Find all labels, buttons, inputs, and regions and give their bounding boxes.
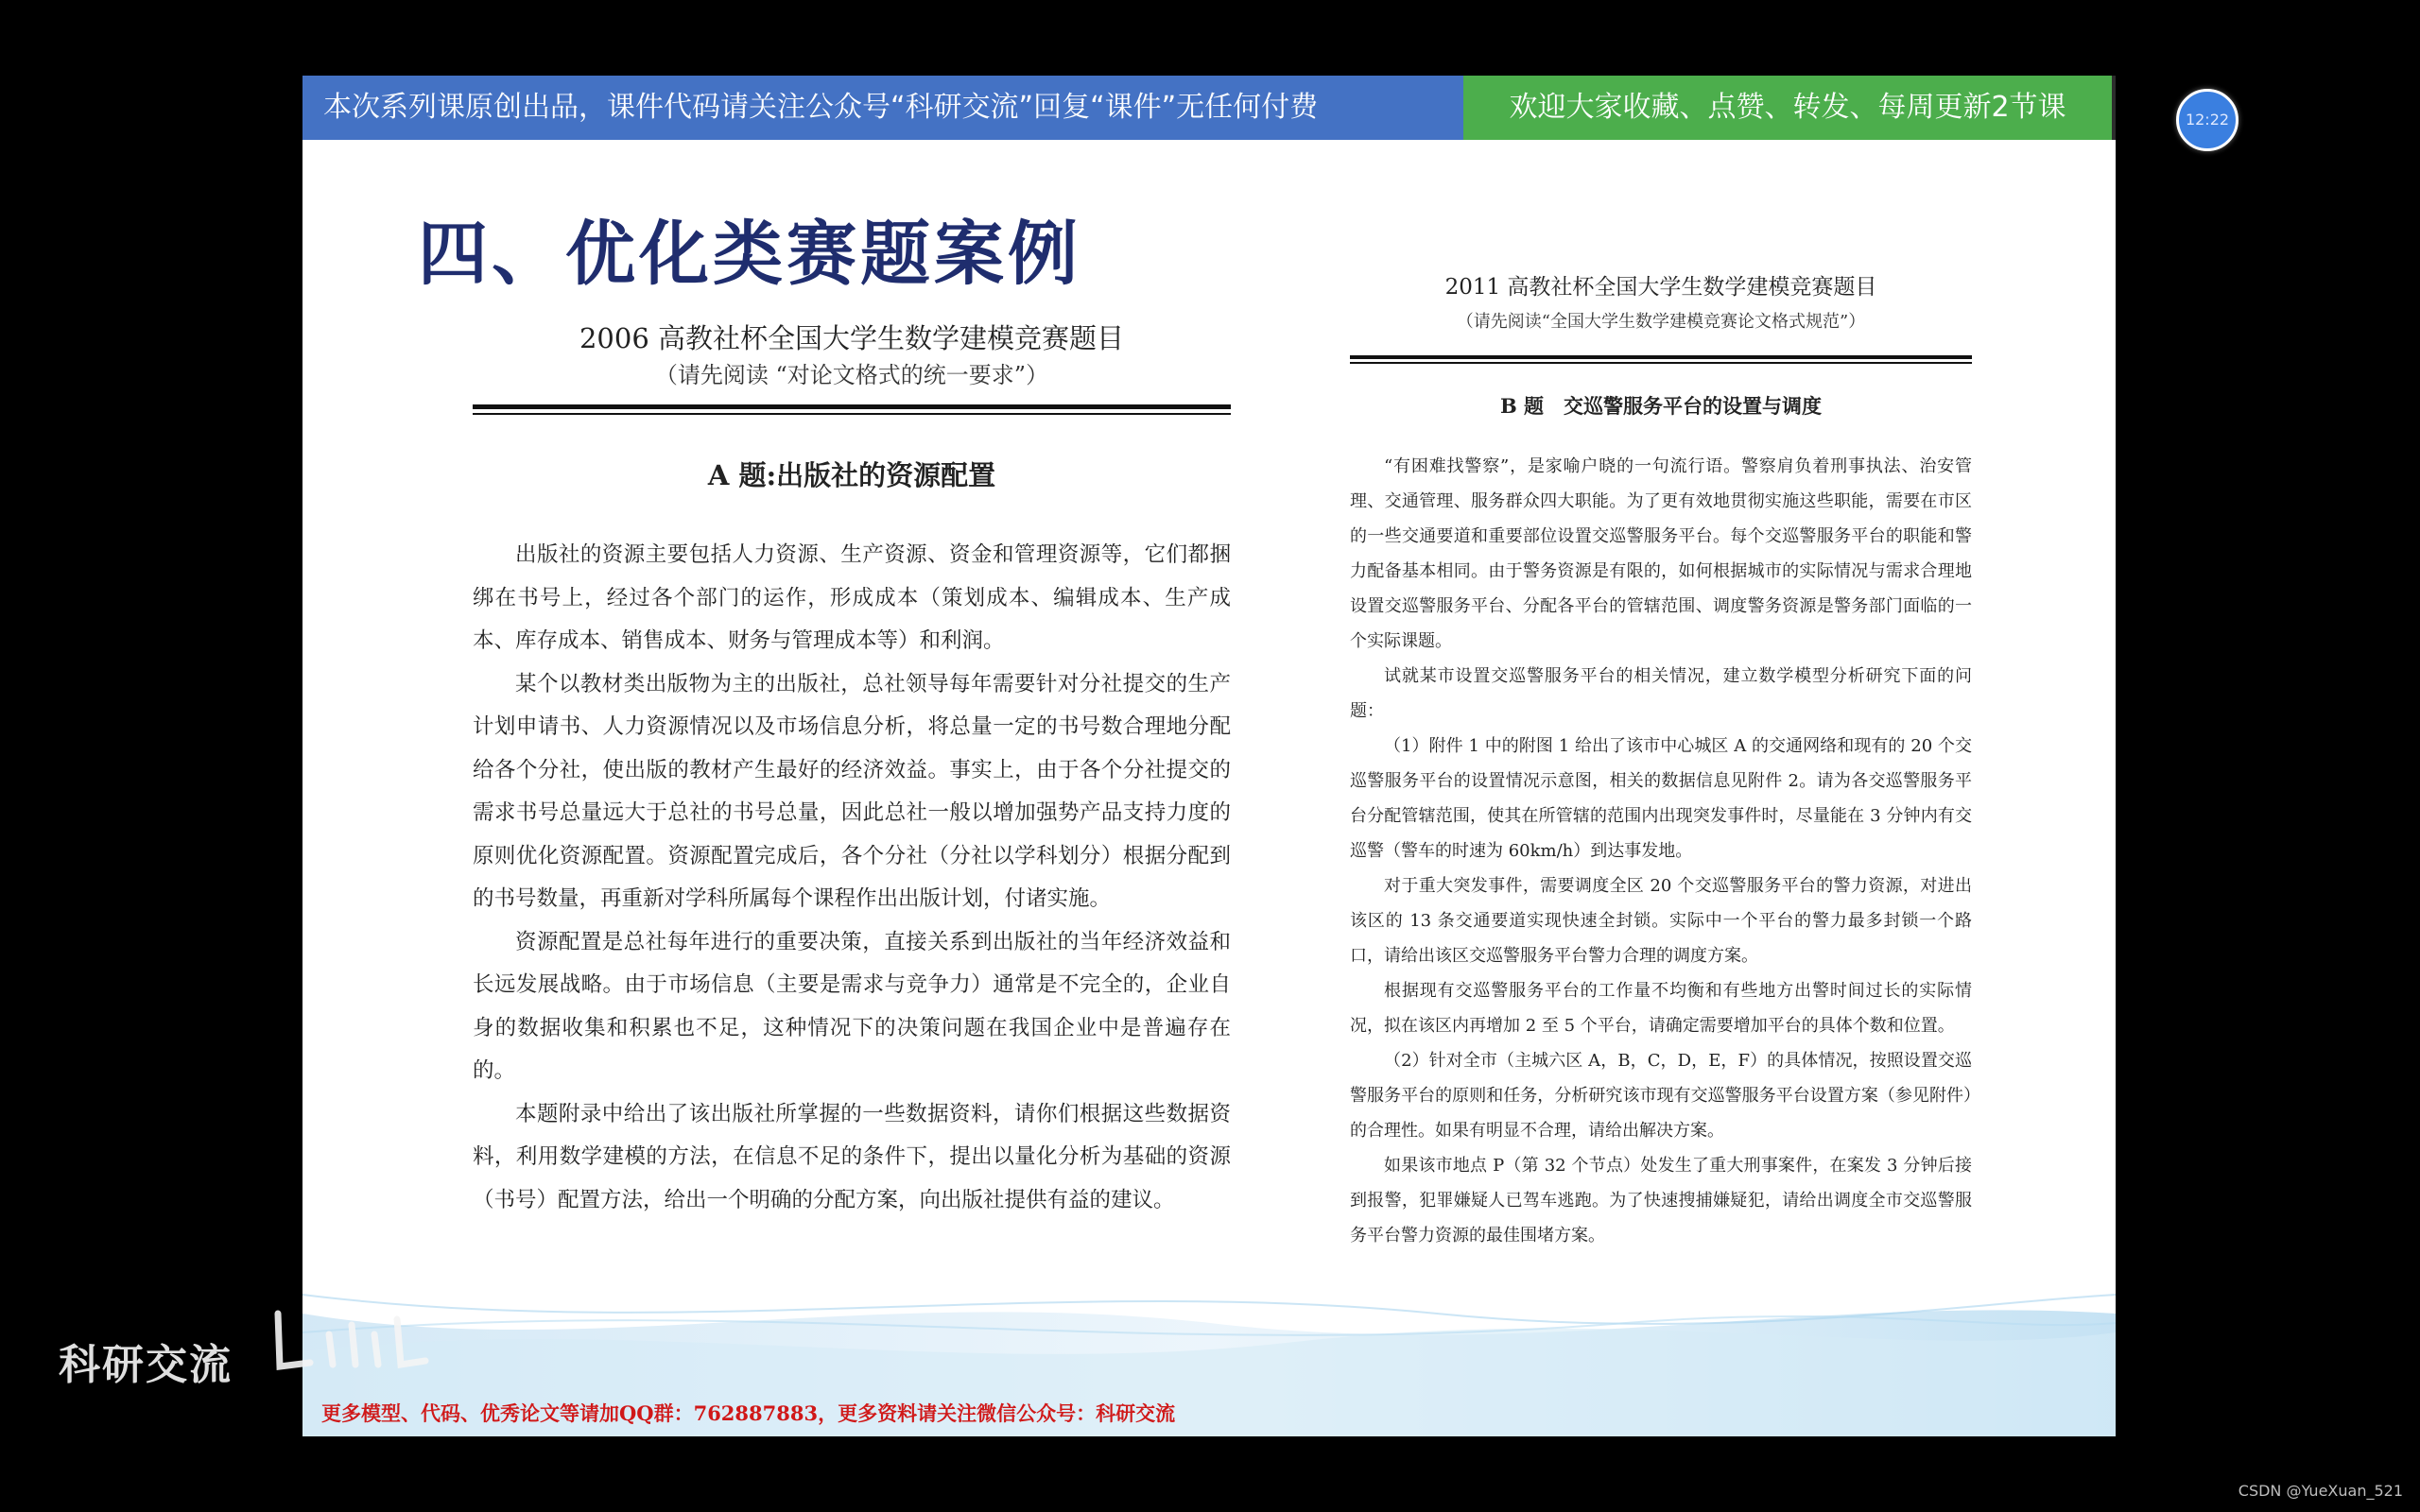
- paper-a-rule-thin: [473, 413, 1231, 415]
- paper-a-paragraph: 某个以教材类出版物为主的出版社，总社领导每年需要针对分社提交的生产计划申请书、人力资源情况以及市场信息分析，将总量一定的书号数合理地分配给各个分社，使出版的教材产生最好的经济效益。事实上，由于各个分社提交的需求书号总量远大于总社的书号总量，因此总社一般以增加强势产品支持力度的原则优化资源配置。资源配置完成后，各个分社（分社以学科划分）根据分配到的书号数量，再重新对学科所属每个课程作出出版计划，付诸实施。: [473, 671, 1231, 911]
- banner-update: 欢迎大家收藏、点赞、转发、每周更新2节课: [1463, 76, 2112, 140]
- paper-b-rule: [1350, 355, 1972, 359]
- credit-text: CSDN @YueXuan_521: [2238, 1482, 2403, 1500]
- paper-b-paragraph: 根据现有交巡警服务平台的工作量不均衡和有些地方出警时间过长的实际情况，拟在该区内再增加 2 至 5 个平台，请确定需要增加平台的具体个数和位置。: [1350, 981, 1972, 1036]
- paper-b-paragraph: （1）附件 1 中的附图 1 给出了该市中心城区 A 的交通网络和现有的 20 个交巡警服务平台的设置情况示意图，相关的数据信息见附件 2。请为各交巡警服务平台分配管辖范围，使其在所管辖的范围内出现突发事件时，尽量能在 3 分钟内有交巡警（警车的时速为 60km/h）到达事发地。: [1350, 736, 1972, 861]
- banner-notice: 本次系列课原创出品，课件代码请关注公众号“科研交流”回复“课件”无任何付费: [302, 76, 1463, 140]
- paper-b-problem: B 题 交巡警服务平台的设置与调度: [1499, 394, 1823, 418]
- paper-b-title: 2011 高教社杯全国大学生数学建模竞赛题目: [1444, 275, 1877, 300]
- paper-b-paragraph: 如果该市地点 P（第 32 个节点）处发生了重大刑事案件，在案发 3 分钟后接到报警，犯罪嫌疑人已驾车逃跑。为了快速搜捕嫌疑犯，请给出调度全市交巡警服务平台警力资源的最佳围堵方案。: [1350, 1156, 1972, 1246]
- paper-b-body: [1350, 449, 1972, 1253]
- slide-title: 四、优化类赛题案例: [418, 214, 1081, 295]
- paper-a-subtitle: （请先阅读 “对论文格式的统一要求”）: [654, 362, 1049, 388]
- paper-b-paragraph: （2）针对全市（主城六区 A，B，C，D，E，F）的具体情况，按照设置交巡警服务平台的原则和任务，分析研究该市现有交巡警服务平台设置方案（参见附件）的合理性。如果有明显不合理，请给出解决方案。: [1350, 1051, 1972, 1141]
- paper-a-paragraph: 出版社的资源主要包括人力资源、生产资源、资金和管理资源等，它们都捆绑在书号上，经过各个部门的运作，形成成本（策划成本、编辑成本、生产成本、库存成本、销售成本、财务与管理成本等）和利润。: [473, 542, 1231, 653]
- watermark-text: 科研交流: [59, 1341, 233, 1389]
- bilibili-logo-icon: [267, 1306, 456, 1382]
- paper-b-paragraph: 试就某市设置交巡警服务平台的相关情况，建立数学模型分析研究下面的问题：: [1350, 666, 1972, 721]
- paper-a: [473, 318, 1231, 1222]
- clock-badge[interactable]: 12:22: [2176, 89, 2238, 151]
- paper-b: [1350, 270, 1972, 1253]
- paper-a-paragraph: 本题附录中给出了该出版社所掌握的一些数据资料，请你们根据这些数据资料，利用数学建模的方法，在信息不足的条件下，提出以量化分析为基础的资源（书号）配置方法，给出一个明确的分配方案，向出版社提供有益的建议。: [473, 1101, 1231, 1212]
- footer-notice: 更多模型、代码、优秀论文等请加QQ群：762887883，更多资料请关注微信公众号：科研交流: [321, 1401, 1176, 1425]
- paper-b-rule-thin: [1350, 362, 1972, 364]
- paper-a-rule: [473, 404, 1231, 409]
- paper-b-subtitle: （请先阅读“全国大学生数学建模竞赛论文格式规范”）: [1456, 312, 1866, 332]
- slide: [302, 76, 2116, 1436]
- paper-a-title: 2006 高教社杯全国大学生数学建模竞赛题目: [579, 322, 1125, 354]
- paper-a-paragraph: 资源配置是总社每年进行的重要决策，直接关系到出版社的当年经济效益和长远发展战略。由于市场信息（主要是需求与竞争力）通常是不完全的，企业自身的数据收集和积累也不足，这种情况下的决策问题在我国企业中是普遍存在的。: [473, 929, 1231, 1083]
- paper-b-paragraph: 对于重大突发事件，需要调度全区 20 个交巡警服务平台的警力资源，对进出该区的 13 条交通要道实现快速全封锁。实际中一个平台的警力最多封锁一个路口，请给出该区交巡警服务平台警力合理的调度方案。: [1350, 876, 1972, 966]
- banner-edge: [2112, 76, 2116, 140]
- paper-b-paragraph: “有困难找警察”，是家喻户晓的一句流行语。警察肩负着刑事执法、治安管理、交通管理、服务群众四大职能。为了更有效地贯彻实施这些职能，需要在市区的一些交通要道和重要部位设置交巡警服务平台。每个交巡警服务平台的职能和警力配备基本相同。由于警务资源是有限的，如何根据城市的实际情况与需求合理地设置交巡警服务平台、分配各平台的管辖范围、调度警务资源是警务部门面临的一个实际课题。: [1350, 456, 1972, 651]
- paper-a-problem: A 题:出版社的资源配置: [707, 459, 996, 491]
- paper-a-body: [473, 534, 1231, 1222]
